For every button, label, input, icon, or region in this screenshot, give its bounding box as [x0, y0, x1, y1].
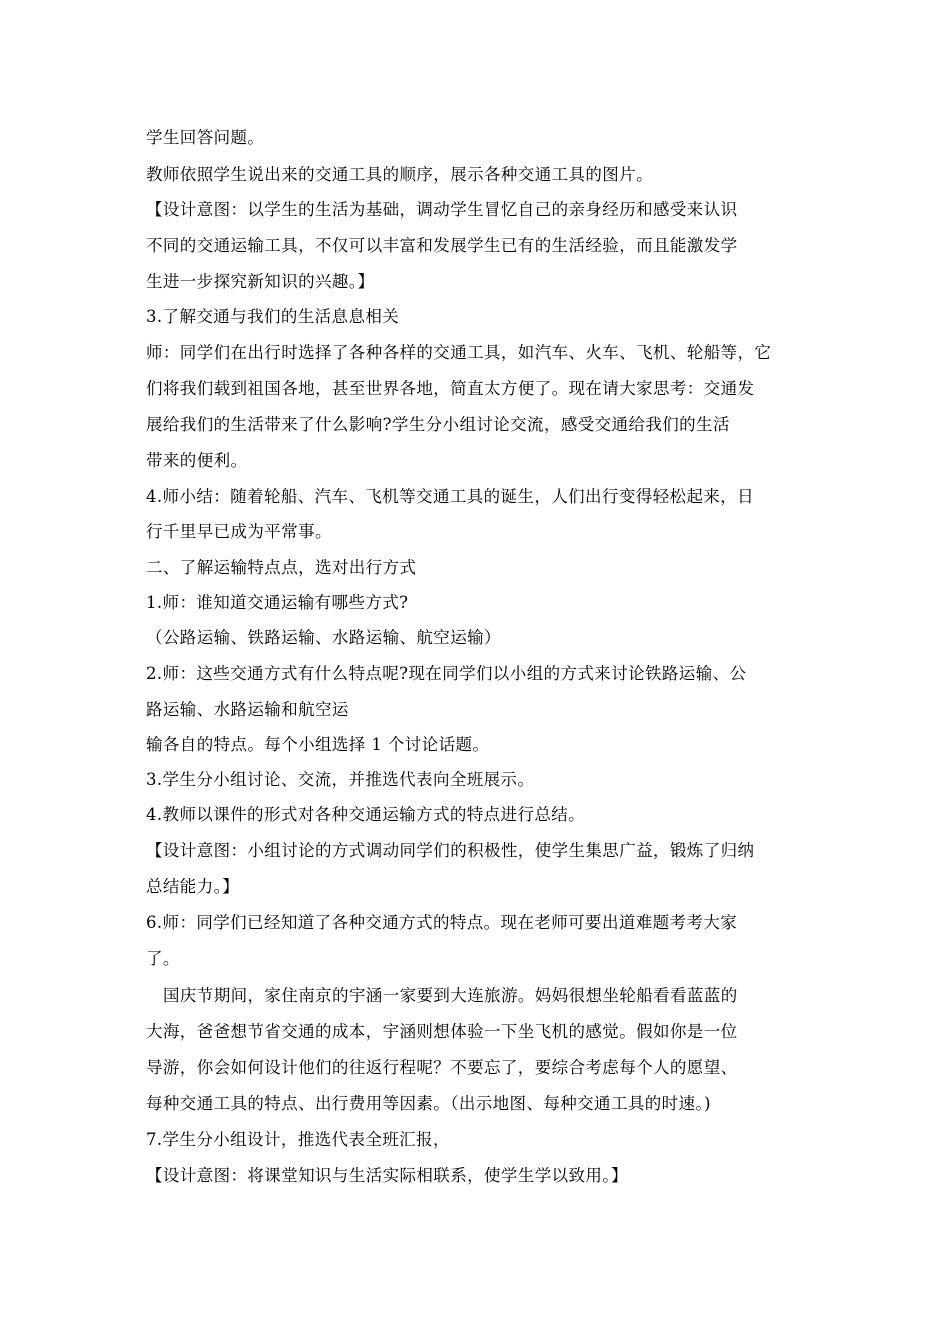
text-line: 不同的交通运输工具，不仅可以丰富和发展学生已有的生活经验，而且能激发学 [146, 236, 738, 255]
text-line: 国庆节期间，家住南京的宇涵一家要到大连旅游。妈妈很想坐轮船看看蓝蓝的 [163, 986, 738, 1005]
text-line: 输各自的特点。每个小组选择 1 个讨论话题。 [146, 735, 490, 754]
text-line: 【设计意图：小组讨论的方式调动同学们的积极性，使学生集思广益，锻炼了归纳 [146, 841, 755, 860]
text-line: 师：同学们在出行时选择了各种各样的交通工具，如汽车、火车、飞机、轮船等，它 [146, 343, 772, 362]
text-line: 每种交通工具的特点、出行费用等因素。（出示地图、每种交通工具的时速。) [146, 1094, 711, 1113]
text-line: 导游，你会如何设计他们的往返行程呢？不要忘了，要综合考虑每个人的愿望、 [146, 1058, 738, 1077]
text-line: 3.学生分小组讨论、交流，并推选代表向全班展示。 [146, 770, 535, 789]
text-line: 了。 [146, 949, 180, 968]
text-line: 二、了解运输特点点，选对出行方式 [146, 558, 417, 577]
text-line: 教师依照学生说出来的交通工具的顺序，展示各种交通工具的图片。 [146, 165, 653, 184]
text-line: 1.师：谁知道交通运输有哪些方式? [146, 593, 409, 612]
text-line: 带来的便利。 [146, 451, 248, 470]
text-line: 总结能力。】 [146, 877, 240, 896]
text-line: 【设计意图：将课堂知识与生活实际相联系，使学生学以致用。】 [146, 1166, 628, 1185]
text-line: 3.了解交通与我们的生活息息相关 [146, 307, 400, 326]
text-line: 学生回答问题。 [146, 128, 265, 147]
text-line: 们将我们载到祖国各地，甚至世界各地，简直太方便了。现在请大家思考：交通发 [146, 379, 755, 398]
text-line: （公路运输、铁路运输、水路运输、航空运输） [146, 628, 501, 647]
text-line: 6.师：同学们已经知道了各种交通方式的特点。现在老师可要出道难题考考大家 [146, 913, 738, 932]
text-line: 路运输、水路运输和航空运 [146, 700, 349, 719]
text-line: 7.学生分小组设计，推选代表全班汇报， [146, 1130, 450, 1149]
text-line: 行千里早已成为平常事。 [146, 522, 332, 541]
text-line: 4.师小结：随着轮船、汽车、飞机等交通工具的诞生，人们出行变得轻松起来，日 [146, 487, 755, 506]
text-line: 生进一步探究新知识的兴趣。】 [146, 272, 375, 291]
text-line: 大海，爸爸想节省交通的成本，宇涵则想体验一下坐飞机的感觉。假如你是一位 [146, 1022, 738, 1041]
text-line: 4.教师以课件的形式对各种交通运输方式的特点进行总结。 [146, 805, 586, 824]
text-line: 展给我们的生活带来了什么影响?学生分小组讨论交流，感受交通给我们的生活 [146, 415, 730, 434]
text-line: 2.师：这些交通方式有什么特点呢?现在同学们以小组的方式来讨论铁路运输、公 [146, 664, 747, 683]
text-line: 【设计意图：以学生的生活为基础，调动学生冒忆自己的亲身经历和感受来认识 [146, 200, 738, 219]
